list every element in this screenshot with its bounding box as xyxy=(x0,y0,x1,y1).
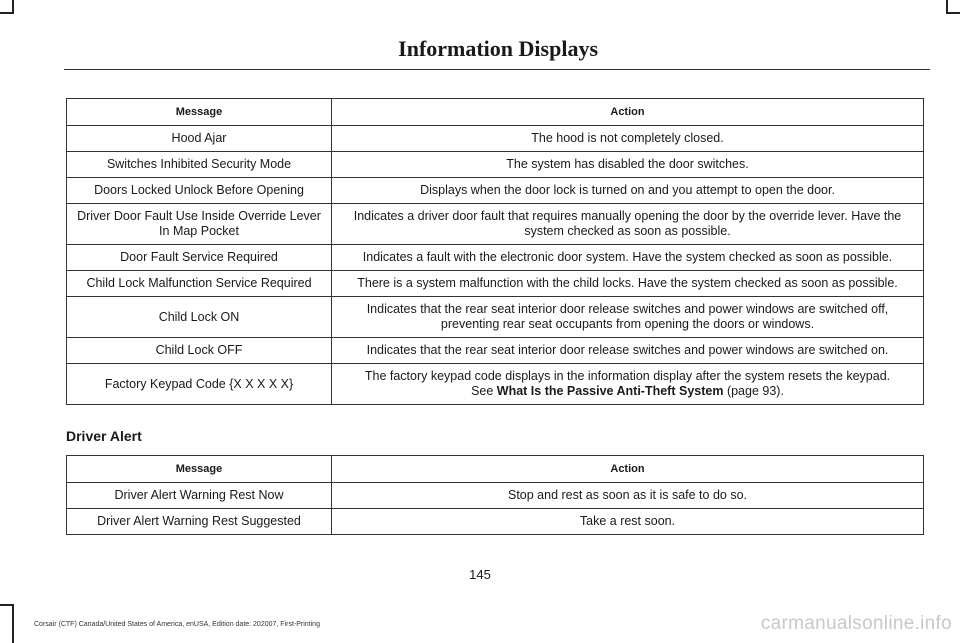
table-row xyxy=(67,483,924,509)
action-cell: Indicates that the rear seat interior door release switches and power windows are switched off, preventing rear seat occupants from opening the doors or windows. xyxy=(332,297,924,338)
table-row xyxy=(67,204,924,245)
message-cell: Child Lock OFF xyxy=(67,338,332,364)
watermark: carmanualsonline.info xyxy=(760,613,952,634)
table-row xyxy=(67,338,924,364)
table-header-row xyxy=(67,99,924,126)
message-cell: Driver Door Fault Use Inside Override Lever In Map Pocket xyxy=(67,204,332,245)
edition-footer: Corsair (CTF) Canada/United States of America, enUSA, Edition date: 202007, First-Printing xyxy=(34,621,320,628)
crop-mark-top-right-v xyxy=(946,0,948,14)
message-cell: Child Lock Malfunction Service Required xyxy=(67,271,332,297)
page-number: 145 xyxy=(469,567,491,582)
action-cell: Displays when the door lock is turned on and you attempt to open the door. xyxy=(332,178,924,204)
table-row xyxy=(67,297,924,338)
column-header-message: Message xyxy=(67,99,332,126)
action-cell: Take a rest soon. xyxy=(332,509,924,535)
column-header-action: Action xyxy=(332,99,924,126)
cross-reference-link[interactable]: What Is the Passive Anti-Theft System xyxy=(496,384,724,398)
message-cell: Hood Ajar xyxy=(67,126,332,152)
action-text: The factory keypad code displays in the information display after the system resets the keypad. xyxy=(364,369,891,383)
header-divider xyxy=(64,69,930,70)
action-cell: The system has disabled the door switches. xyxy=(332,152,924,178)
message-cell: Door Fault Service Required xyxy=(67,245,332,271)
table-row xyxy=(67,245,924,271)
action-cell xyxy=(332,364,924,405)
message-cell: Child Lock ON xyxy=(67,297,332,338)
table-row xyxy=(67,126,924,152)
table-row xyxy=(67,152,924,178)
crop-mark-bottom-left-v xyxy=(12,604,14,643)
page-reference: (page 93). xyxy=(723,384,784,398)
table-row xyxy=(67,509,924,535)
crop-mark-top-right-h xyxy=(946,12,960,14)
action-cell: The hood is not completely closed. xyxy=(332,126,924,152)
table-row xyxy=(67,364,924,405)
door-messages-table xyxy=(66,98,924,405)
column-header-message: Message xyxy=(67,456,332,483)
message-cell: Switches Inhibited Security Mode xyxy=(67,152,332,178)
action-cell: Indicates that the rear seat interior door release switches and power windows are switched on. xyxy=(332,338,924,364)
action-cell: Indicates a fault with the electronic door system. Have the system checked as soon as possible. xyxy=(332,245,924,271)
action-cell: Indicates a driver door fault that requires manually opening the door by the override lever. Have the system checked as soon as possible. xyxy=(332,204,924,245)
section-heading: Driver Alert xyxy=(66,428,142,444)
crop-mark-top-left-v xyxy=(12,0,14,14)
column-header-action: Action xyxy=(332,456,924,483)
action-cell: Stop and rest as soon as it is safe to do so. xyxy=(332,483,924,509)
message-cell: Factory Keypad Code {X X X X X} xyxy=(67,364,332,405)
table-row xyxy=(67,178,924,204)
action-cell: There is a system malfunction with the child locks. Have the system checked as soon as possible. xyxy=(332,271,924,297)
see-text: See xyxy=(471,384,497,398)
driver-alert-table xyxy=(66,455,924,535)
page-title: Information Displays xyxy=(398,36,598,61)
message-cell: Driver Alert Warning Rest Now xyxy=(67,483,332,509)
message-cell: Doors Locked Unlock Before Opening xyxy=(67,178,332,204)
message-cell: Driver Alert Warning Rest Suggested xyxy=(67,509,332,535)
table-row xyxy=(67,271,924,297)
table-header-row xyxy=(67,456,924,483)
